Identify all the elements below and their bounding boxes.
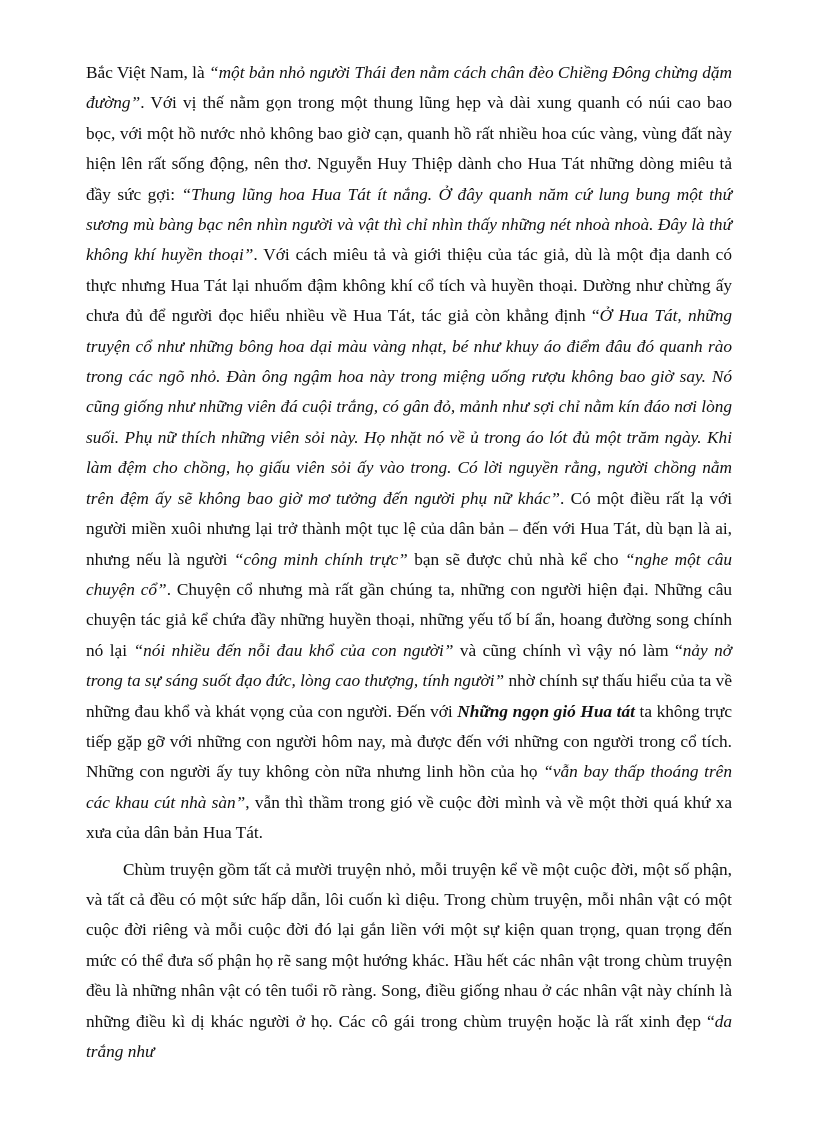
quote-italic: “vẫn bay thấp thoáng trên các khau cút nhà sàn” bbox=[86, 762, 732, 812]
text-run: . Chuyện cổ nhưng mà rất gần chúng ta, những con người hiện đại. Những câu chuyện tác giả kể chứa đầy những huyền thoại, những yếu tố bí ẩn, hoang đường song chính nó lại bbox=[86, 579, 732, 660]
quote-italic: “một bản nhỏ người Thái đen nằm cách chân đèo Chiềng Đông chừng dặm đường” bbox=[86, 63, 732, 113]
paragraph-1 bbox=[86, 58, 732, 849]
text-run: , vẫn thì thầm trong gió về cuộc đời mình và về một thời quá khứ xa xưa của dân bản Hua Tát. bbox=[86, 792, 732, 843]
text-run: và cũng chính vì vậy nó làm “ bbox=[453, 640, 683, 660]
text-run: . Có một điều rất lạ với người miền xuôi nhưng lại trở thành một tục lệ của dân bản – đến với Hua Tát, dù bạn là ai, nhưng nếu là người bbox=[86, 488, 732, 569]
quote-italic: Ở Hua Tát, những truyện cổ như những bông hoa dại màu vàng nhạt, bé như khuy áo điểm đâu đó quanh rào trong các ngõ nhỏ. Đàn ông ngậm hoa này trong miệng uống rượu không bao giờ say. Nó cũng giống như những viên đá cuội trắng, có gân đỏ, mảnh như sợi chỉ nằm kín đáo nơi lòng suối. Phụ nữ thích những viên sỏi này. Họ nhặt nó về ủ trong áo lót đủ một trăm ngày. Khi làm đệm cho chồng, họ giấu viên sỏi ấy vào trong. Có lời nguyền rằng, người chồng nằm trên đệm ấy sẽ không bao giờ mơ tưởng đến người phụ nữ khác” bbox=[86, 306, 732, 508]
quote-italic: “nói nhiều đến nỗi đau khổ của con người” bbox=[133, 640, 454, 660]
text-run: Chùm truyện gồm tất cả mười truyện nhỏ, mỗi truyện kể về một cuộc đời, một số phận, và tất cả đều có một sức hấp dẫn, lôi cuốn kì diệu. Trong chùm truyện, mỗi nhân vật có một cuộc đời riêng và mỗi cuộc đời đó lại gắn liền với một sự kiện quan trọng, quan trọng đến mức có thể đưa số phận họ rẽ sang một hướng khác. Hầu hết các nhân vật trong chùm truyện đều là những nhân vật có tên tuổi rõ ràng. Song, điều giống nhau ở các nhân vật này chính là những điều kì dị khác người ở họ. Các cô gái trong chùm truyện hoặc là rất xinh đẹp “ bbox=[86, 859, 732, 1031]
text-run: ta không trực tiếp gặp gỡ với những con người hôm nay, mà được đến với những con người trong cổ tích. Những con người ấy tuy không còn nữa nhưng linh hồn của họ bbox=[86, 701, 732, 782]
text-run: . Với cách miêu tả và giới thiệu của tác giả, dù là một địa danh có thực nhưng Hua Tát lại nhuốm đậm không khí cổ tích và huyền thoại. Dường như chừng ấy chưa đủ để người đọc hiểu nhiều về Hua Tát, tác giả còn khẳng định “ bbox=[86, 245, 732, 326]
text-run: bạn sẽ được chủ nhà kể cho bbox=[407, 549, 625, 569]
paragraph-2 bbox=[86, 855, 732, 1068]
quote-italic: “Thung lũng hoa Hua Tát ít nắng. Ở đây quanh năm cứ lung bung một thứ sương mù bàng bạc nên nhìn người và vật thì chỉ nhìn thấy những nét nhoà nhoà. Đây là thứ không khí huyền thoại” bbox=[86, 184, 732, 265]
text-run: nhờ chính sự thấu hiểu của ta về những đau khổ và khát vọng của con người. Đến với bbox=[86, 671, 732, 721]
work-title-bold-italic: Những ngọn gió Hua tát bbox=[457, 701, 635, 721]
text-run: Bắc Việt Nam, là bbox=[86, 63, 209, 82]
quote-italic: nảy nở trong ta sự sáng suốt đạo đức, lòng cao thượng, tính người” bbox=[86, 640, 732, 691]
quote-italic: “công minh chính trực” bbox=[233, 549, 408, 569]
text-run: . Với vị thế nằm gọn trong một thung lũng hẹp và dài xung quanh có núi cao bao bọc, với một hồ nước nhỏ không bao giờ cạn, quanh hồ rất nhiều hoa cúc vàng, vùng đất này hiện lên rất sống động, nên thơ. Nguyễn Huy Thiệp dành cho Hua Tát những dòng miêu tả đầy sức gợi: bbox=[86, 93, 732, 204]
document-page bbox=[86, 58, 732, 1067]
quote-italic: da trắng như bbox=[86, 1011, 732, 1061]
quote-italic: “nghe một câu chuyện cổ” bbox=[86, 549, 733, 599]
